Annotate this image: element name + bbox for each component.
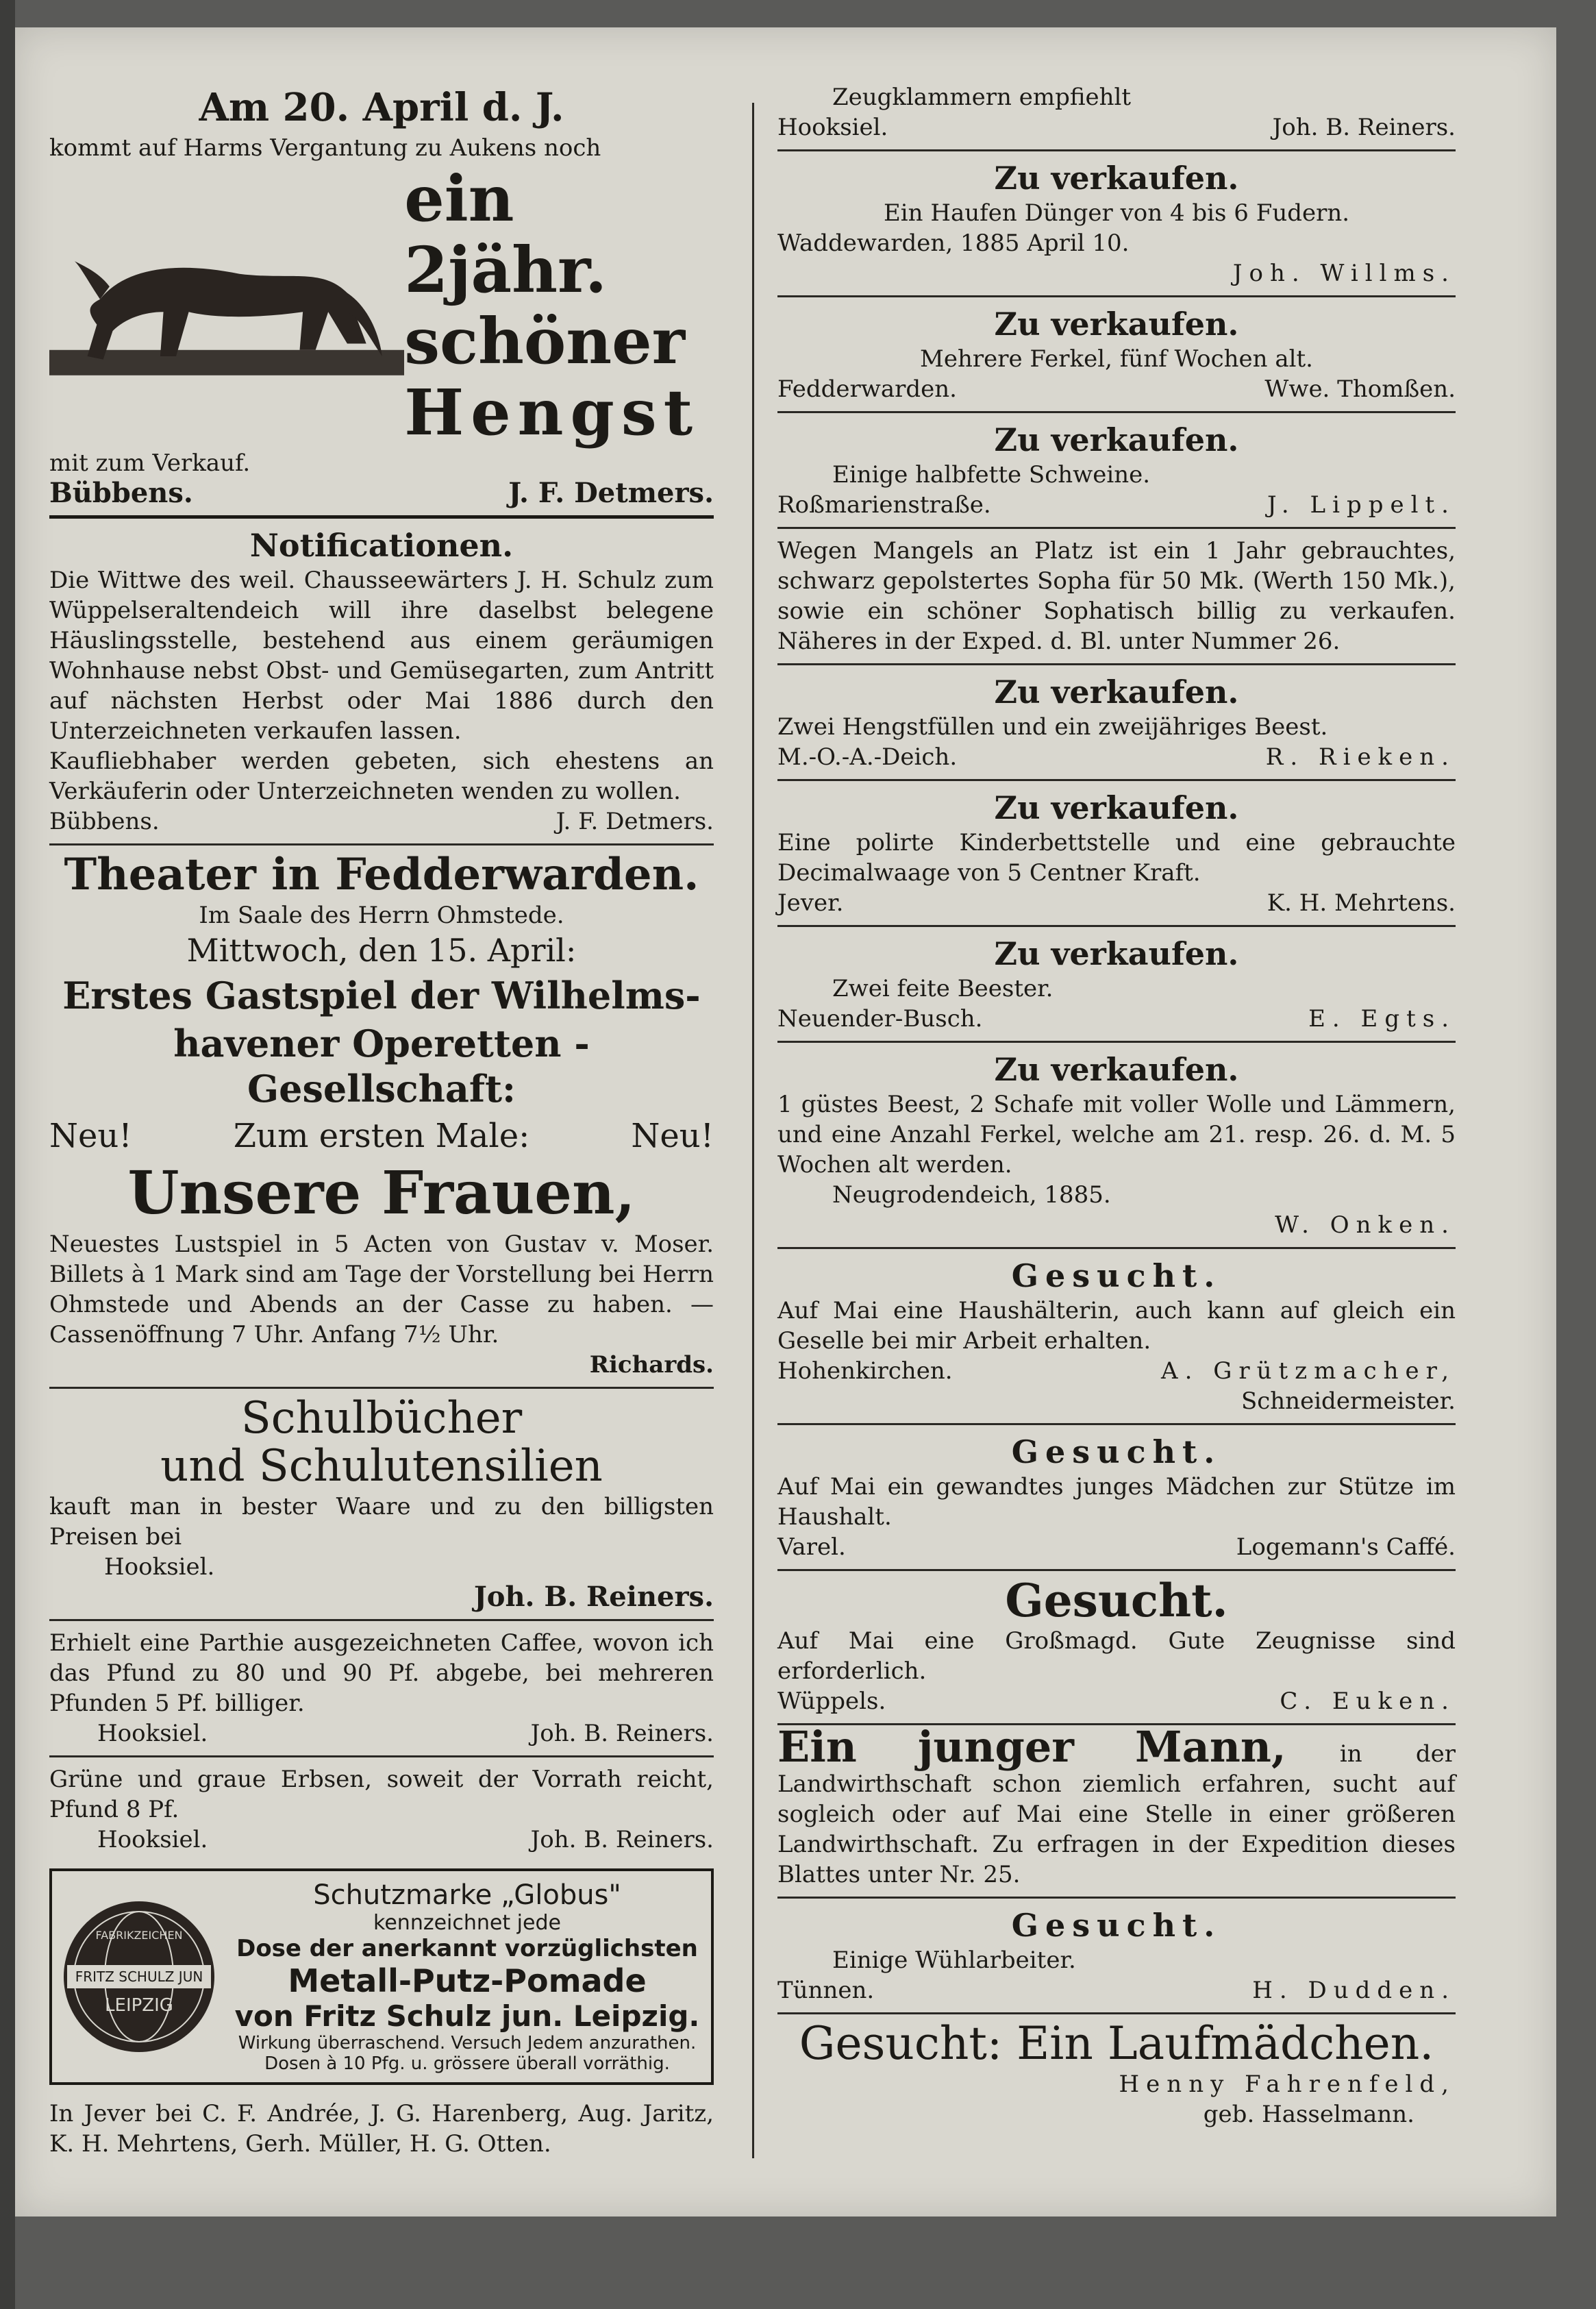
ad-7-title: Zu verkaufen. (994, 935, 1239, 972)
horse-ad-big3: Hengst (404, 375, 700, 449)
ad-14 (777, 2017, 1456, 2129)
theater-headline2: havener Operetten - Gesellschaft: (173, 1022, 590, 1111)
ad-2-title: Zu verkaufen. (994, 306, 1239, 343)
coffee-place: Hooksiel. (97, 1720, 208, 1747)
ad-9-name: A. Grützmacher, (1161, 1357, 1456, 1385)
globus-t5: von Fritz Schulz jun. Leipzig. (234, 1999, 700, 2033)
theater-title: Theater in Fedderwarden. (64, 849, 699, 900)
divider (777, 1423, 1456, 1425)
school-place: Hooksiel. (104, 1553, 215, 1581)
ad-9-body: Auf Mai eine Haushälterin, auch kann auf gleich ein Geselle bei mir Arbeit erhalten. (777, 1297, 1456, 1355)
school-body: kauft man in bester Waare und zu den billigsten Preisen bei (49, 1493, 714, 1551)
ad-14-name2: geb. Hasselmann. (1203, 2101, 1414, 2128)
ad-4 (777, 536, 1456, 656)
dealers-list: In Jever bei C. F. Andrée, J. G. Harenberg, Aug. Jaritz, K. H. Mehrtens, Gerh. Müller, H. G. Otten. (49, 2100, 714, 2158)
ad-11-place: Wüppels. (777, 1688, 886, 1715)
divider (49, 843, 714, 845)
theater-sub: Im Saale des Herrn Ohmstede. (199, 902, 564, 929)
ad-6-name: K. H. Mehrtens. (1267, 889, 1456, 917)
divider (777, 925, 1456, 927)
column-divider (752, 103, 754, 2158)
clamps-place: Hooksiel. (777, 114, 888, 141)
ad-5 (777, 672, 1456, 772)
ad-9-title: Gesucht. (1011, 1257, 1222, 1294)
notifications-body2: Kaufliebhaber werden gebeten, sich ehestens an Verkäuferin oder Unterzeichneten wenden zu wollen. (49, 748, 714, 805)
divider (49, 1755, 714, 1757)
ad-3-body: Einige halbfette Schweine. (832, 461, 1151, 489)
ad-7-body: Zwei feite Beester. (832, 975, 1053, 1002)
clamps-body: Zeugklammern empfiehlt (832, 84, 1132, 111)
divider (49, 515, 714, 519)
ad-14-name: Henny Fahrenfeld, (1119, 2071, 1456, 2098)
divider (777, 149, 1456, 151)
globe-seal-icon (60, 1898, 218, 2055)
ad-8-date: Neugrodendeich, 1885. (832, 1181, 1111, 1209)
ad-2-body: Mehrere Ferkel, fünf Wochen alt. (920, 345, 1313, 373)
divider (777, 663, 1456, 665)
ad-6-place: Jever. (777, 889, 844, 917)
ad-11-title: Gesucht. (1005, 1574, 1228, 1627)
divider (777, 2012, 1456, 2014)
theater-ad (49, 849, 714, 1380)
divider (777, 1247, 1456, 1249)
theater-date: Mittwoch, den 15. April: (186, 932, 577, 969)
globus-t7: Dosen à 10 Pfg. u. grössere überall vorräthig. (264, 2053, 670, 2074)
theater-neu-left: Neu! (49, 1117, 132, 1155)
ad-13-title: Gesucht. (1011, 1907, 1222, 1944)
divider (49, 1387, 714, 1389)
school-title2: und Schulutensilien (160, 1441, 603, 1492)
peas-body: Grüne und graue Erbsen, soweit der Vorrath reicht, Pfund 8 Pf. (49, 1766, 714, 1823)
globus-t1: Schutzmarke „Globus" (313, 1879, 621, 1911)
theater-headline1: Erstes Gastspiel der Wilhelms- (62, 974, 701, 1017)
ad-12-title: Ein junger Mann, (777, 1722, 1286, 1772)
notifications-name: J. F. Detmers. (556, 808, 714, 835)
ad-8-name: W. Onken. (1275, 1211, 1456, 1239)
ad-10-place: Varel. (777, 1533, 846, 1561)
ad-9-place: Hohenkirchen. (777, 1357, 953, 1385)
divider (777, 1569, 1456, 1571)
globus-t4: Metall-Putz-Pomade (288, 1962, 647, 1999)
globus-t3: Dose der anerkannt vorzüglichsten (236, 1935, 698, 1962)
divider (777, 411, 1456, 413)
clamps-name: Joh. B. Reiners. (1272, 114, 1456, 141)
ad-3-name: J. Lippelt. (1267, 491, 1456, 519)
notifications-title: Notificationen. (249, 527, 514, 564)
ad-13 (777, 1905, 1456, 2005)
divider (777, 779, 1456, 781)
ad-3 (777, 420, 1456, 520)
ad-11-name: C. Euken. (1280, 1688, 1456, 1715)
ad-7-place: Neuender-Busch. (777, 1005, 983, 1033)
ad-10 (777, 1432, 1456, 1562)
coffee-ad (49, 1628, 714, 1749)
ad-4-body: Wegen Mangels an Platz ist ein 1 Jahr gebrauchtes, schwarz gepolstertes Sopha für 50 Mk. (Werth 150 Mk.), sowie ein schöner Sophatisch billig zu verkaufen. Näheres in der Exped. d. Bl. unter Nummer 26. (777, 537, 1456, 655)
left-column (49, 82, 714, 2159)
coffee-body: Erhielt eine Parthie ausgezeichneten Caffee, wovon ich das Pfund zu 80 und 90 Pf. abgebe, bei mehreren Pfunden 5 Pf. billiger. (49, 1629, 714, 1717)
horse-ad-line3: mit zum Verkauf. (49, 449, 251, 477)
ad-11 (777, 1574, 1456, 1716)
ad-10-title: Gesucht. (1011, 1433, 1222, 1470)
divider (49, 1619, 714, 1621)
ad-8 (777, 1050, 1456, 1240)
ad-6 (777, 788, 1456, 918)
ad-12 (777, 1722, 1456, 1890)
notifications-place: Bübbens. (49, 808, 160, 835)
ad-2 (777, 304, 1456, 404)
divider (777, 295, 1456, 297)
seal-mid-text: FRITZ SCHULZ JUN (75, 1968, 203, 1985)
school-name: Joh. B. Reiners. (473, 1581, 714, 1613)
ad-13-place: Tünnen. (777, 1977, 875, 2004)
ad-1-name: Joh. Willms. (1232, 260, 1456, 287)
horse-ad-intro: kommt auf Harms Vergantung zu Aukens noch (49, 134, 601, 162)
ad-10-body: Auf Mai ein gewandtes junges Mädchen zur Stütze im Haushalt. (777, 1473, 1456, 1531)
ad-2-place: Fedderwarden. (777, 375, 957, 403)
horse-ad-big2: schöner (404, 304, 686, 378)
seal-top-text: FABRIKZEICHEN (95, 1929, 183, 1942)
ad-7 (777, 934, 1456, 1034)
ad-7-name: E. Egts. (1308, 1005, 1456, 1033)
theater-sign: Richards. (589, 1351, 714, 1379)
globus-ad (49, 1868, 714, 2085)
ad-10-name: Logemann's Caffé. (1236, 1533, 1456, 1561)
ad-13-name: H. Dudden. (1252, 1977, 1456, 2004)
ad-5-place: M.-O.-A.-Deich. (777, 743, 958, 771)
ad-3-place: Roßmarienstraße. (777, 491, 991, 519)
horse-ad-big1: ein 2jähr. (404, 162, 608, 307)
peas-name: Joh. B. Reiners. (530, 1826, 714, 1853)
ad-6-body: Eine polirte Kinderbettstelle und eine gebrauchte Decimalwaage von 5 Centner Kraft. (777, 829, 1456, 887)
theater-neu-middle: Zum ersten Male: (233, 1117, 530, 1155)
notifications-body: Die Wittwe des weil. Chausseewärters J. H. Schulz zum Wüppelseraltendeich will ihre daselbst belegene Häuslingsstelle, bestehend aus einem geräumigen Wohnhause nebst Obst- und Gemüsegarten, zum Antritt auf nächsten Herbst oder Mai 1886 durch den Unterzeichneten verkaufen lassen. (49, 567, 714, 745)
clamps-ad (777, 82, 1456, 143)
binding-edge (0, 0, 15, 2309)
coffee-name: Joh. B. Reiners. (530, 1720, 714, 1747)
horse-ad-name: J. F. Detmers. (508, 477, 714, 509)
ad-9 (777, 1256, 1456, 1416)
ad-1-body: Ein Haufen Dünger von 4 bis 6 Fudern. (883, 199, 1350, 227)
ad-12-body: in der Landwirthschaft schon ziemlich erfahren, sucht auf sogleich oder auf Mai eine Stelle in einer größeren Landwirthschaft. Zu erfragen in der Expedition dieses Blattes unter Nr. 25. (777, 1740, 1456, 1888)
ad-1-date: Waddewarden, 1885 April 10. (777, 230, 1130, 257)
right-column (777, 82, 1456, 2129)
peas-ad (49, 1764, 714, 1855)
globus-t2: kennzeichnet jede (373, 1911, 561, 1935)
notifications (49, 526, 714, 837)
divider (777, 527, 1456, 529)
horse-ad-place: Bübbens. (49, 477, 193, 509)
divider (777, 1041, 1456, 1043)
peas-place: Hooksiel. (97, 1826, 208, 1853)
ad-11-body: Auf Mai eine Großmagd. Gute Zeugnisse sind erforderlich. (777, 1627, 1456, 1685)
ad-5-title: Zu verkaufen. (994, 674, 1239, 711)
ad-8-title: Zu verkaufen. (994, 1051, 1239, 1088)
theater-body: Neuestes Lustspiel in 5 Acten von Gustav v. Moser. Billets à 1 Mark sind am Tage der Vorstellung bei Herrn Ohmstede und Abends an der Casse zu haben. — Cassenöffnung 7 Uhr. Anfang 7½ Uhr. (49, 1231, 714, 1348)
globus-t6: Wirkung überraschend. Versuch Jedem anzurathen. (238, 2033, 697, 2053)
theater-play-title: Unsere Frauen, (127, 1159, 636, 1228)
ad-5-body: Zwei Hengstfüllen und ein zweijähriges Beest. (777, 713, 1328, 741)
school-ad (49, 1393, 714, 1613)
ad-3-title: Zu verkaufen. (994, 421, 1239, 458)
ad-6-title: Zu verkaufen. (994, 789, 1239, 826)
school-title1: Schulbücher (240, 1393, 523, 1444)
horse-ad-date: Am 20. April d. J. (199, 85, 564, 130)
theater-neu-right: Neu! (631, 1117, 714, 1155)
ad-13-body: Einige Wühlarbeiter. (832, 1947, 1076, 1974)
ad-1 (777, 158, 1456, 288)
ad-8-body: 1 güstes Beest, 2 Schafe mit voller Wolle und Lämmern, und eine Anzahl Ferkel, welche am 21. resp. 26. d. M. 5 Wochen alt werden. (777, 1091, 1456, 1178)
horse-illustration (49, 217, 404, 395)
ad-5-name: R. Rieken. (1265, 743, 1456, 771)
seal-city-text: LEIPZIG (105, 1995, 173, 2016)
horse-ad (49, 85, 714, 508)
ad-9-name2: Schneidermeister. (1240, 1387, 1456, 1415)
ad-14-title: Gesucht: Ein Laufmädchen. (799, 2017, 1434, 2070)
ad-1-title: Zu verkaufen. (994, 160, 1239, 197)
divider (777, 1897, 1456, 1899)
ad-2-name: Wwe. Thomßen. (1264, 375, 1456, 403)
